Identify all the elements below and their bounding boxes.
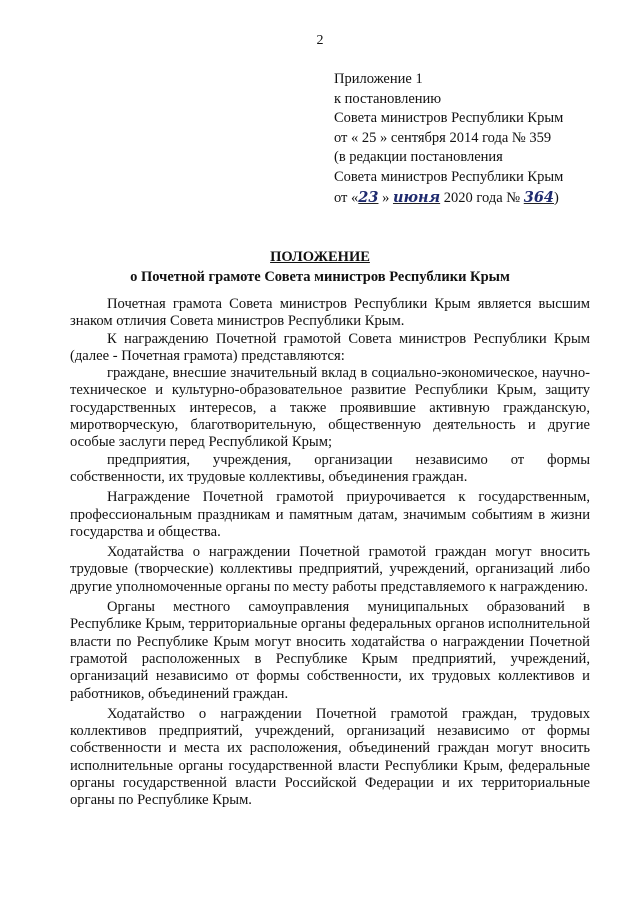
paragraph: Награждение Почетной грамотой приурочивается к государственным, профессиональным праздникам и памятным датам, значимым событиям в жизни государства и общества. xyxy=(70,489,590,540)
date-prefix: от « xyxy=(334,189,359,206)
handwritten-month: июня xyxy=(392,188,441,206)
document-title xyxy=(0,247,640,287)
title-main: ПОЛОЖЕНИЕ xyxy=(270,249,370,265)
paragraph: Ходатайство о награждении Почетной грамотой граждан, трудовых коллективов предприятий, учреждений, организаций независимо от формы собственности и места их расположения, объединений граждан могут вносить исполнительные органы государственной власти Республики Крым, федеральные органы государственной власти Российской Федерации и их территориальные органы по Республике Крым. xyxy=(70,705,590,809)
date-year: 2020 года № xyxy=(443,189,521,206)
date-mid: » xyxy=(382,189,390,206)
appendix-line-date xyxy=(334,188,634,209)
appendix-block xyxy=(334,70,634,208)
date-suffix: ) xyxy=(554,189,559,206)
appendix-line: от « 25 » сентября 2014 года № 359 xyxy=(334,129,552,146)
appendix-line: Совета министров Республики Крым xyxy=(334,168,564,185)
appendix-line: Совета министров Республики Крым xyxy=(334,110,564,127)
paragraph: К награждению Почетной грамотой Совета министров Республики Крым (далее - Почетная грамота) представляются: xyxy=(70,330,590,364)
paragraph: граждане, внесшие значительный вклад в социально-экономическое, научно-техническое и культурно-образовательное развитие Республики Крым, защиту государственных интересов, а также проявившие активную гражданскую, миротворческую, благотворительную, общественную деятельность и другие особые заслуги перед Республикой Крым; xyxy=(70,365,590,451)
page-number: 2 xyxy=(316,33,324,48)
appendix-line: (в редакции постановления xyxy=(334,149,503,166)
paragraph: Почетная грамота Совета министров Республики Крым является высшим знаком отличия Совета министров Республики Крым. xyxy=(70,296,590,330)
title-sub: о Почетной грамоте Совета министров Республики Крым xyxy=(130,269,510,285)
appendix-line: к постановлению xyxy=(334,90,442,107)
paragraph: Органы местного самоуправления муниципальных образований в Республике Крым, территориальные органы федеральных органов исполнительной власти по Республике Крым могут вносить ходатайства о награждении Почетной грамотой расположенных в Республике Крым предприятий, учреждений, организаций независимо от формы собственности, их трудовых коллективов и работников, объединений граждан. xyxy=(70,599,590,702)
document-body xyxy=(70,296,590,810)
handwritten-number: 364 xyxy=(523,188,555,206)
appendix-line: Приложение 1 xyxy=(334,71,423,87)
paragraph: предприятия, учреждения, организации независимо от формы собственности, их трудовые коллективы, объединения граждан. xyxy=(70,451,590,485)
handwritten-day: 23 xyxy=(358,188,379,206)
paragraph: Ходатайства о награждении Почетной грамотой граждан могут вносить трудовые (творческие) коллективы предприятий, учреждений, организаций либо другие уполномоченные органы по месту работы представляемого к награждению. xyxy=(70,544,590,595)
